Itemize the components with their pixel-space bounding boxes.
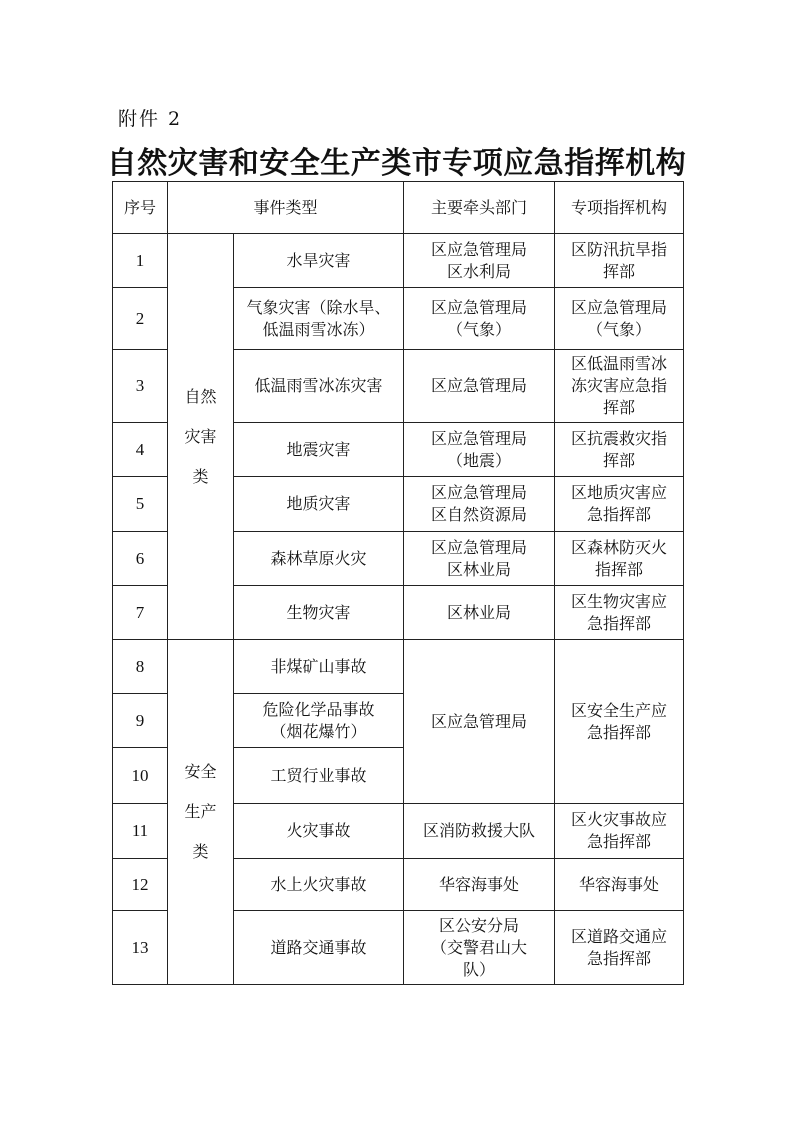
- row-number: 10: [113, 748, 168, 804]
- header-no: 序号: [113, 182, 168, 234]
- lead-dept: 区应急管理局: [404, 640, 555, 804]
- event-type: 气象灾害（除水旱、 低温雨雪冰冻）: [234, 288, 404, 350]
- lead-dept: 区公安分局 （交警君山大 队）: [404, 911, 555, 985]
- command-org: 区道路交通应 急指挥部: [555, 911, 684, 985]
- attachment-label: 附件 2: [118, 108, 183, 130]
- row-number: 1: [113, 234, 168, 288]
- row-number: 6: [113, 532, 168, 586]
- command-org: 区地质灾害应 急指挥部: [555, 477, 684, 532]
- lead-dept: 区消防救援大队: [404, 804, 555, 859]
- category-safety: 安全 生产 类: [168, 640, 234, 985]
- lead-dept: 华容海事处: [404, 859, 555, 911]
- command-org: 区森林防灭火 指挥部: [555, 532, 684, 586]
- table-row: [113, 234, 684, 288]
- event-type: 危险化学品事故 （烟花爆竹）: [234, 694, 404, 748]
- row-number: 12: [113, 859, 168, 911]
- row-number: 9: [113, 694, 168, 748]
- row-number: 5: [113, 477, 168, 532]
- row-number: 4: [113, 423, 168, 477]
- table-row: [113, 640, 684, 694]
- row-number: 7: [113, 586, 168, 640]
- event-type: 道路交通事故: [234, 911, 404, 985]
- event-type: 低温雨雪冰冻灾害: [234, 350, 404, 423]
- header-row: [113, 182, 684, 234]
- event-type: 非煤矿山事故: [234, 640, 404, 694]
- command-org: 区低温雨雪冰 冻灾害应急指 挥部: [555, 350, 684, 423]
- header-event-type: 事件类型: [168, 182, 404, 234]
- category-natural: 自然 灾害 类: [168, 234, 234, 640]
- command-org: 华容海事处: [555, 859, 684, 911]
- event-type: 森林草原火灾: [234, 532, 404, 586]
- event-type: 水旱灾害: [234, 234, 404, 288]
- lead-dept: 区应急管理局 区林业局: [404, 532, 555, 586]
- row-number: 8: [113, 640, 168, 694]
- lead-dept: 区应急管理局 （气象）: [404, 288, 555, 350]
- event-type: 地震灾害: [234, 423, 404, 477]
- lead-dept: 区应急管理局 （地震）: [404, 423, 555, 477]
- header-lead-dept: 主要牵头部门: [404, 182, 555, 234]
- lead-dept: 区应急管理局 区水利局: [404, 234, 555, 288]
- command-org: 区安全生产应 急指挥部: [555, 640, 684, 804]
- command-org: 区生物灾害应 急指挥部: [555, 586, 684, 640]
- event-type: 水上火灾事故: [234, 859, 404, 911]
- header-command: 专项指挥机构: [555, 182, 684, 234]
- command-org: 区火灾事故应 急指挥部: [555, 804, 684, 859]
- lead-dept: 区林业局: [404, 586, 555, 640]
- event-type: 生物灾害: [234, 586, 404, 640]
- row-number: 11: [113, 804, 168, 859]
- row-number: 2: [113, 288, 168, 350]
- command-table: [112, 181, 684, 985]
- event-type: 火灾事故: [234, 804, 404, 859]
- row-number: 13: [113, 911, 168, 985]
- lead-dept: 区应急管理局 区自然资源局: [404, 477, 555, 532]
- command-org: 区抗震救灾指 挥部: [555, 423, 684, 477]
- command-org: 区防汛抗旱指 挥部: [555, 234, 684, 288]
- document-title: 自然灾害和安全生产类市专项应急指挥机构: [106, 146, 687, 181]
- command-org: 区应急管理局 （气象）: [555, 288, 684, 350]
- event-type: 地质灾害: [234, 477, 404, 532]
- lead-dept: 区应急管理局: [404, 350, 555, 423]
- row-number: 3: [113, 350, 168, 423]
- event-type: 工贸行业事故: [234, 748, 404, 804]
